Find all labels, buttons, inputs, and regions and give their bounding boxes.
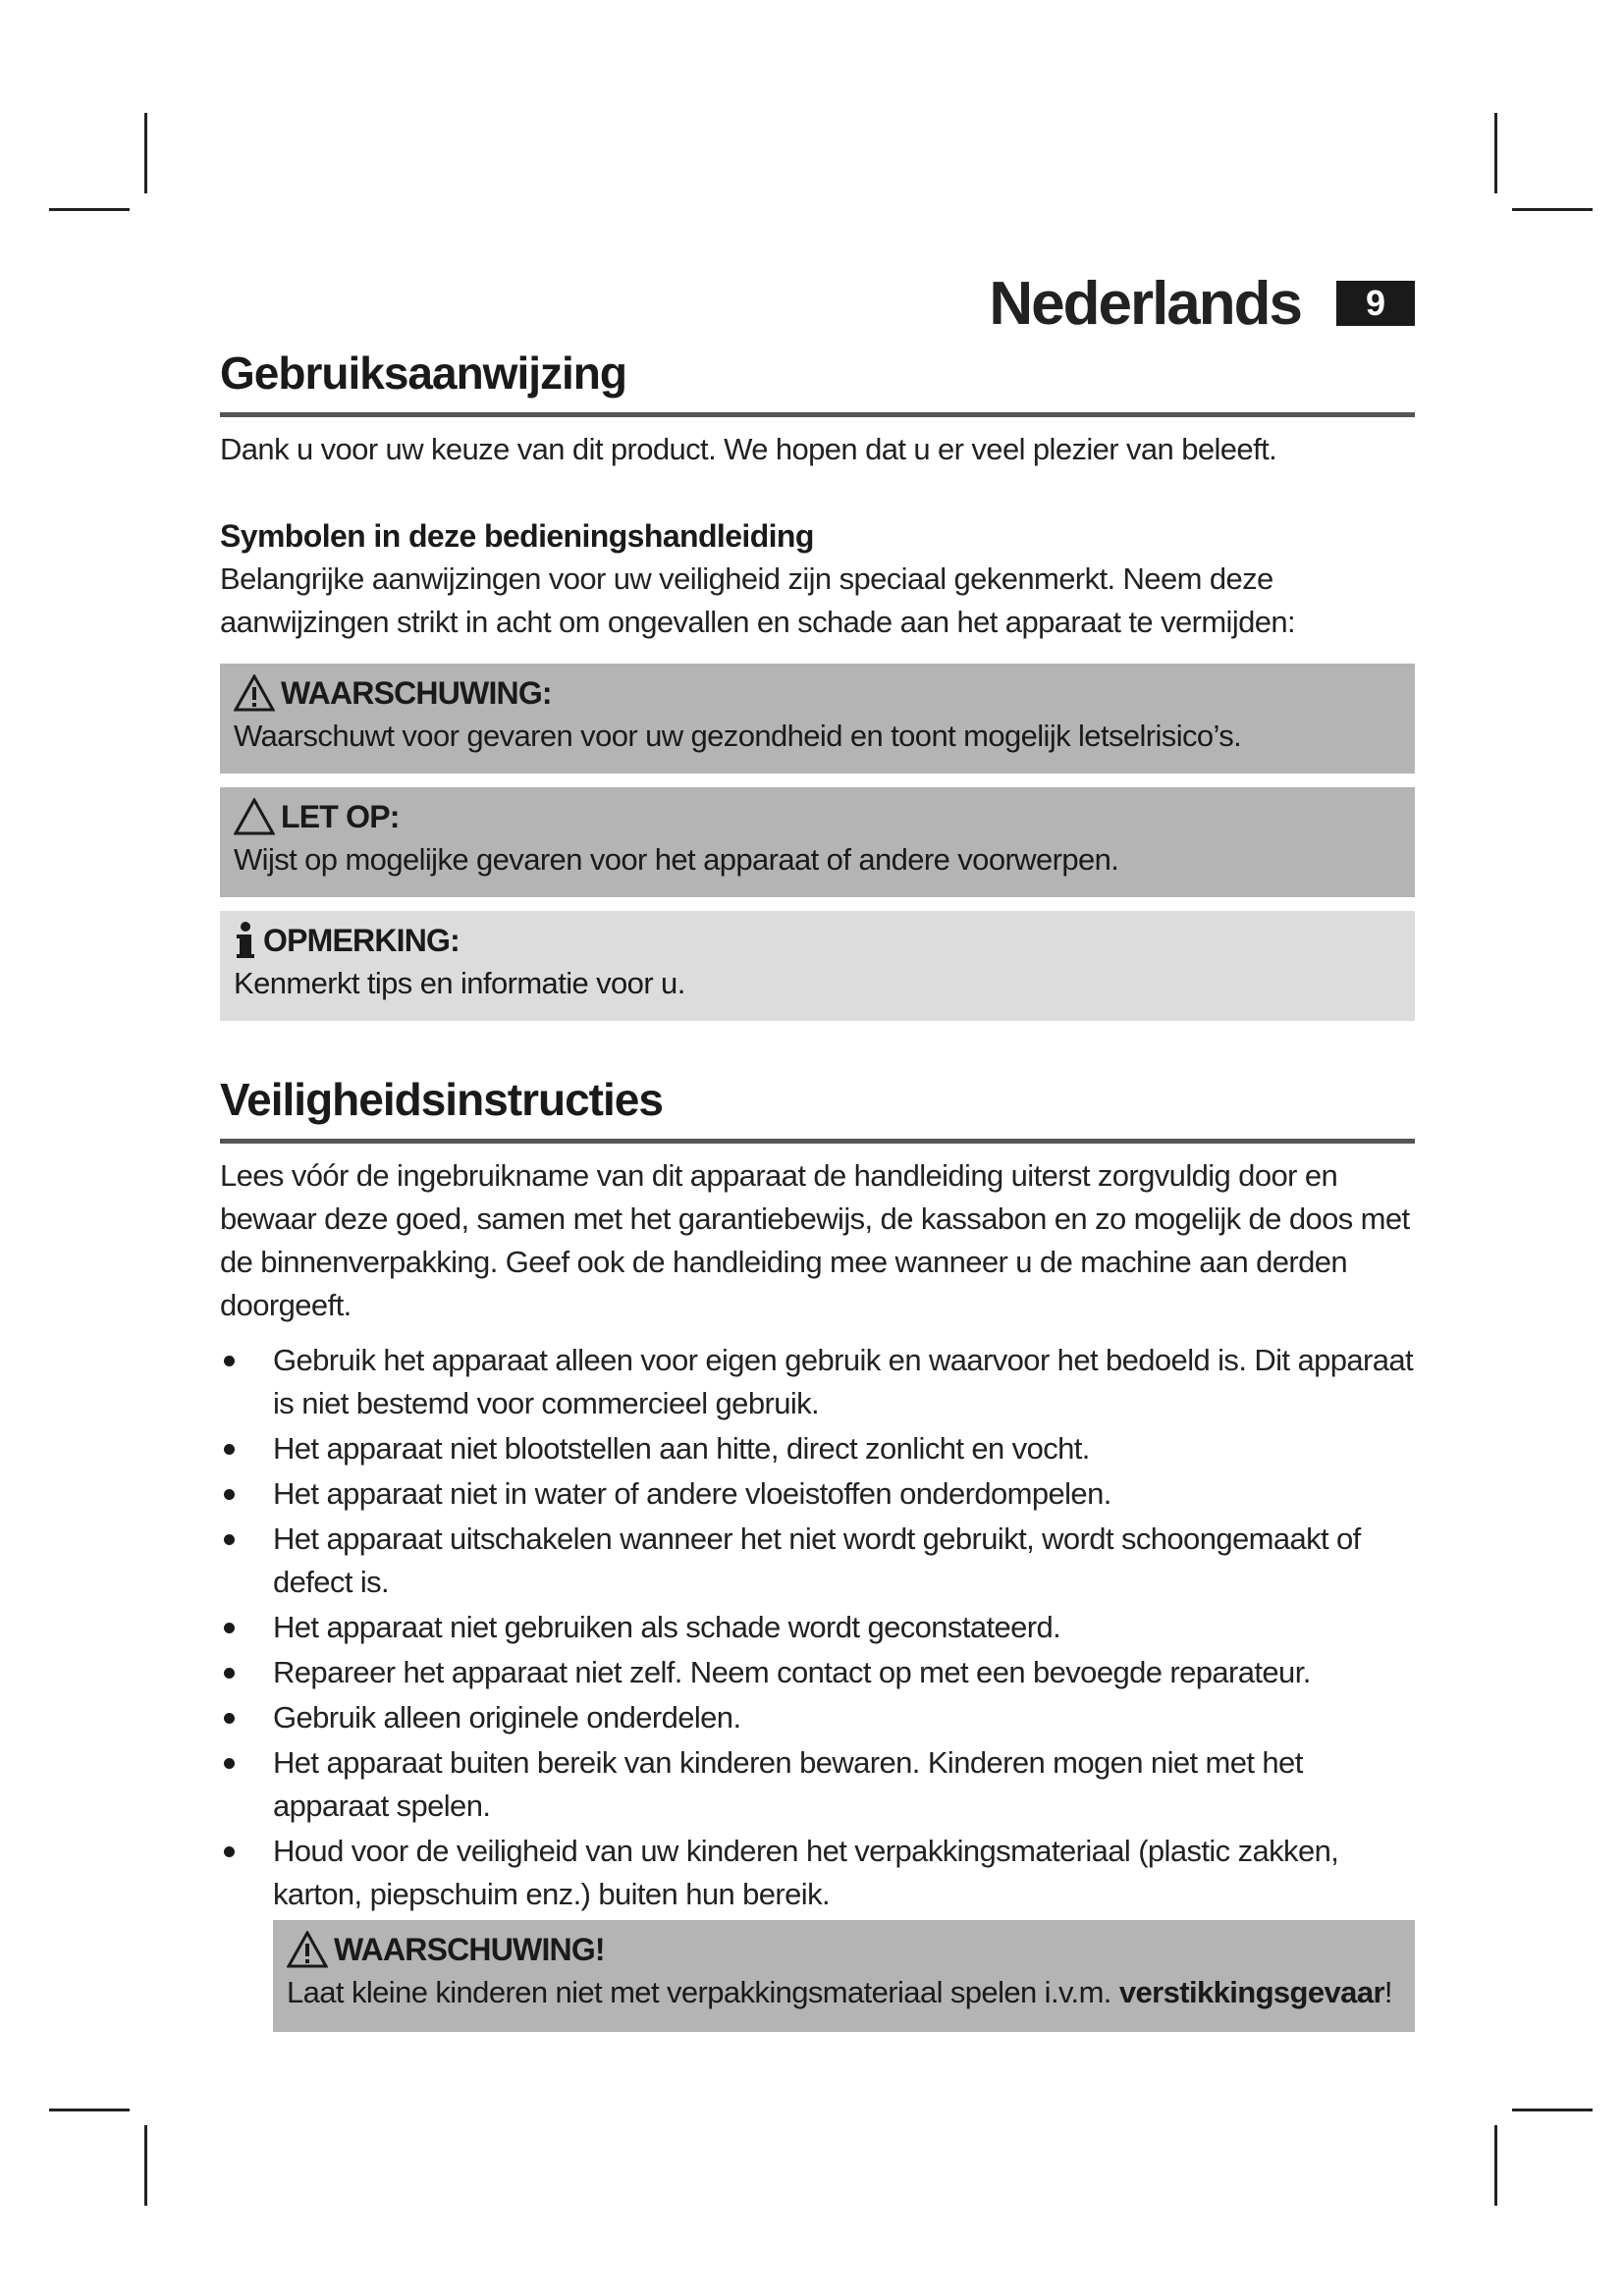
notice-title: OPMERKING: (263, 923, 460, 958)
list-item: Het apparaat uitschakelen wanneer het niet wordt gebruikt, wordt schoongemaakt of defect is. (220, 1518, 1415, 1604)
bullet-dot (224, 1713, 235, 1724)
notice-text: Laat kleine kinderen niet met verpakkingsmateriaal spelen i.v.m. verstikkingsgevaar! (287, 1975, 1392, 2009)
section-title: Gebruiksaanwijzing (220, 347, 626, 399)
list-item: Houd voor de veiligheid van uw kinderen het verpakkingsmateriaal (plastic zakken, karton, piepschuim enz.) buiten hun bereik. (220, 1830, 1415, 1916)
intro-text: Dank u voor uw keuze van dit product. We hopen dat u er veel plezier van beleeft. (220, 432, 1277, 466)
bullet-dot (224, 1489, 235, 1500)
page-number: 9 (1336, 281, 1415, 326)
section-veiligheidsinstructies (220, 1070, 1415, 1144)
bullet-dot (224, 1846, 235, 1857)
section-gebruiksaanwijzing (220, 344, 1415, 417)
notice-warning (220, 664, 1415, 774)
crop-mark (144, 2125, 147, 2206)
symbols-block (220, 514, 1415, 644)
list-item: Het apparaat niet in water of andere vloeistoffen onderdompelen. (220, 1472, 1415, 1516)
crop-mark (49, 2109, 130, 2111)
warning-triangle-icon (287, 1931, 328, 1968)
notice-text: Waarschuwt voor gevaren voor uw gezondheid en toont mogelijk letselrisico’s. (234, 719, 1242, 753)
crop-mark (144, 113, 147, 193)
notice-final-warning (273, 1920, 1415, 2032)
list-item: Het apparaat niet blootstellen aan hitte, direct zonlicht en vocht. (220, 1427, 1415, 1470)
language-label: Nederlands (989, 270, 1301, 338)
crop-mark (1512, 208, 1593, 211)
emphasis-text: verstikkingsgevaar (1118, 1975, 1384, 2009)
list-item: Gebruik het apparaat alleen voor eigen gebruik en waarvoor het bedoeld is. Dit apparaat is niet bestemd voor commercieel gebruik. (220, 1339, 1415, 1425)
notice-text: Kenmerkt tips en informatie voor u. (234, 966, 685, 1000)
bullet-dot (224, 1623, 235, 1633)
notice-title: WAARSCHUWING: (281, 675, 552, 711)
info-icon (234, 921, 257, 960)
bullet-dot (224, 1356, 235, 1366)
list-item: Het apparaat niet gebruiken als schade wordt geconstateerd. (220, 1606, 1415, 1649)
crop-mark (1494, 113, 1497, 193)
list-item: Het apparaat buiten bereik van kinderen bewaren. Kinderen mogen niet met het apparaat spelen. (220, 1741, 1415, 1828)
list-item: Gebruik alleen originele onderdelen. (220, 1696, 1415, 1739)
bullet-dot (224, 1534, 235, 1545)
safety-intro (220, 1154, 1415, 1327)
section-divider (220, 412, 1415, 417)
bullet-list (220, 1339, 1415, 1916)
section-divider (220, 1139, 1415, 1144)
bullet-dot (224, 1668, 235, 1679)
notice-text: Wijst op mogelijke gevaren voor het apparaat of andere voorwerpen. (234, 842, 1119, 877)
section-title: Veiligheidsinstructies (220, 1074, 663, 1125)
crop-mark (1494, 2125, 1497, 2206)
crop-mark (1512, 2109, 1593, 2111)
crop-mark (49, 208, 130, 211)
notice-caution (220, 787, 1415, 897)
bullet-dot (224, 1758, 235, 1769)
caution-triangle-icon (234, 798, 275, 835)
safety-intro-text: Lees vóór de ingebruikname van dit apparaat de handleiding uiterst zorgvuldig door en bewaar deze goed, samen met het garantiebewijs, de kassabon en zo mogelijk de doos met de binnenverpakking. Geef ook de handleiding mee wanneer u de machine aan derden doorgeeft. (220, 1158, 1410, 1322)
safety-bullets (220, 1339, 1415, 1918)
symbols-title: Symbolen in deze bedieningshandleiding (220, 518, 814, 554)
intro-paragraph (220, 428, 1415, 471)
symbols-text: Belangrijke aanwijzingen voor uw veiligheid zijn speciaal gekenmerkt. Neem deze aanwijzingen strikt in acht om ongevallen en schade aan het apparaat te vermijden: (220, 561, 1296, 639)
page-header (982, 265, 1415, 344)
warning-triangle-icon (234, 674, 275, 712)
bullet-dot (224, 1444, 235, 1455)
list-item: Repareer het apparaat niet zelf. Neem contact op met een bevoegde reparateur. (220, 1651, 1415, 1694)
notice-remark (220, 911, 1415, 1021)
notice-title: LET OP: (281, 799, 400, 834)
notice-title: WAARSCHUWING! (334, 1932, 605, 1967)
